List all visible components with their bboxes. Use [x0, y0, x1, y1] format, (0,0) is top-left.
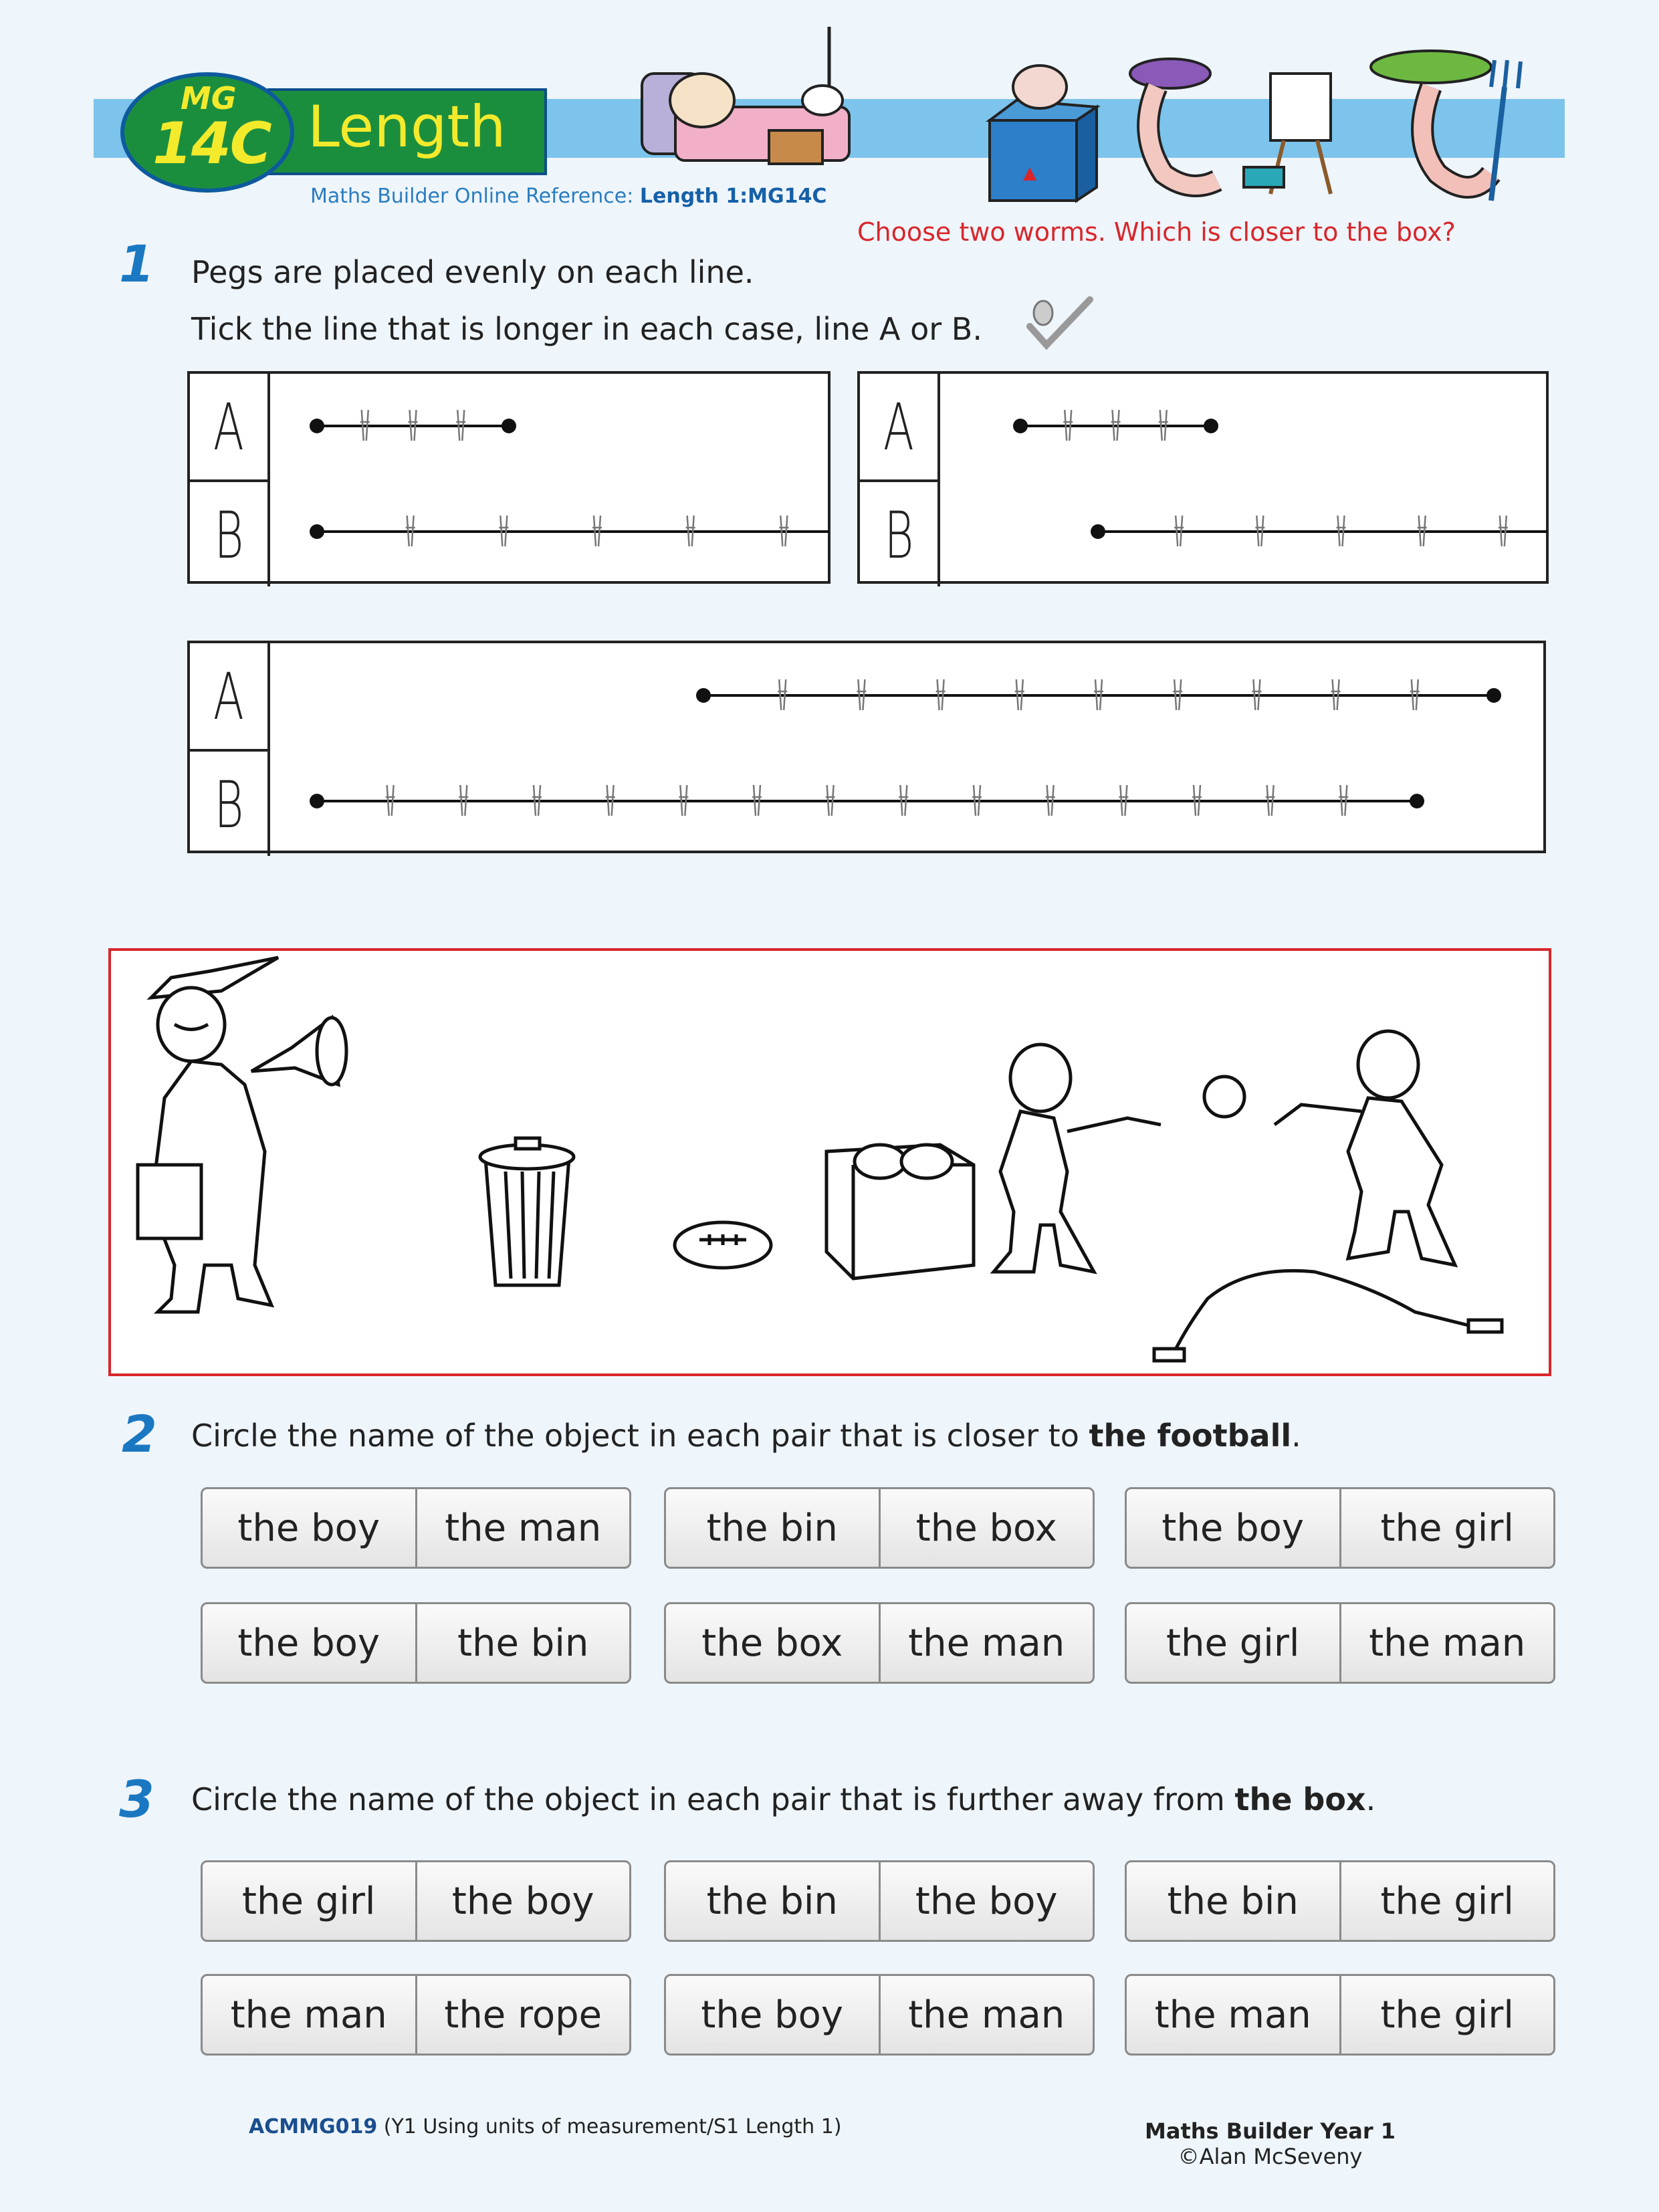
choice-option[interactable]: the boy — [203, 1489, 417, 1567]
choice-option[interactable]: the man — [1369, 1621, 1526, 1665]
girl-illustration — [1275, 1031, 1455, 1265]
choice-pair — [201, 1860, 631, 1942]
question-1-line-1: Pegs are placed evenly on each line. — [191, 254, 754, 290]
worm-in-box-illustration — [976, 60, 1110, 207]
line-end-dot — [1013, 419, 1028, 433]
choice-pair — [201, 1602, 631, 1684]
question-2-number: 2 — [122, 1404, 157, 1464]
choice-option[interactable]: the girl — [1380, 1879, 1514, 1923]
curriculum-reference: ACMMG019 (Y1 Using units of measurement/S1 Length 1) — [249, 2115, 842, 2138]
question-2-text: Circle the name of the object in each pair that is closer to the football. — [191, 1418, 1301, 1454]
choice-option[interactable]: the boy — [451, 1879, 594, 1923]
choice-option[interactable]: the bin — [457, 1621, 589, 1665]
line-end-dot — [1486, 688, 1501, 703]
badge-code: 14C — [152, 110, 271, 177]
line-end-dot — [696, 688, 711, 703]
line-b-label: B — [860, 479, 940, 586]
choice-option[interactable]: the girl — [203, 1862, 417, 1940]
ball-illustration — [1204, 1077, 1244, 1117]
choice-option[interactable]: the box — [666, 1604, 881, 1682]
worm-question: Choose two worms. Which is closer to the box? — [857, 217, 1456, 247]
question-3-text: Circle the name of the object in each pair that is further away from the box. — [191, 1781, 1376, 1817]
choice-pair — [664, 1974, 1095, 2056]
choice-option[interactable]: the man — [445, 1506, 602, 1550]
box-of-balls-illustration — [826, 1145, 974, 1279]
sick-cow-in-bed-illustration — [635, 27, 876, 174]
worm-with-fork-illustration — [1357, 47, 1545, 207]
football-illustration — [675, 1222, 771, 1268]
choice-option[interactable]: the boy — [1127, 1489, 1341, 1567]
choice-option[interactable]: the girl — [1127, 1604, 1341, 1682]
question-1-number: 1 — [119, 234, 154, 294]
line-a-label: A — [860, 374, 940, 481]
line-end-dot — [310, 794, 324, 808]
choice-option[interactable]: the box — [915, 1506, 1057, 1550]
book-credit: Maths Builder Year 1 ©Alan McSeveny — [1145, 2118, 1396, 2169]
choice-option[interactable]: the rope — [444, 1993, 602, 2037]
man-with-megaphone-illustration — [138, 958, 346, 1312]
line-end-dot — [1091, 524, 1105, 539]
choice-pair — [1125, 1487, 1555, 1569]
choice-option[interactable]: the bin — [666, 1489, 881, 1567]
choice-option[interactable]: the man — [1127, 1976, 1341, 2054]
online-reference: Maths Builder Online Reference: Length 1:MG14C — [310, 185, 827, 208]
choice-option[interactable]: the man — [908, 1993, 1065, 2037]
boy-illustration — [994, 1044, 1161, 1272]
painter-easel-illustration — [1237, 53, 1351, 201]
choice-option[interactable]: the man — [203, 1976, 417, 2054]
choice-pair — [664, 1860, 1095, 1942]
choice-option[interactable]: the bin — [666, 1862, 881, 1940]
choice-option[interactable]: the girl — [1380, 1506, 1514, 1550]
line-a-label: A — [190, 374, 270, 481]
peg-panel-2 — [857, 371, 1549, 584]
worm-with-hat-illustration — [1117, 53, 1244, 201]
question-1-line-2: Tick the line that is longer in each case, line A or B. — [191, 311, 982, 347]
line-b-label: B — [190, 479, 270, 586]
bin-illustration — [480, 1138, 574, 1285]
choice-pair — [1125, 1974, 1555, 2056]
peg-panel-1 — [187, 371, 831, 584]
choice-pair — [201, 1974, 631, 2056]
question-3-number: 3 — [119, 1769, 154, 1829]
choice-option[interactable]: the bin — [1127, 1862, 1341, 1940]
line-end-dot — [502, 419, 516, 433]
skipping-rope-illustration — [1154, 1270, 1502, 1361]
choice-option[interactable]: the man — [908, 1621, 1065, 1665]
line-a-label: A — [190, 643, 270, 750]
badge-prefix: MG — [181, 80, 237, 116]
page-title: Length — [308, 94, 506, 160]
choice-pair — [1125, 1860, 1555, 1942]
choice-pair — [664, 1487, 1095, 1569]
choice-option[interactable]: the girl — [1380, 1993, 1514, 2037]
scene-box — [108, 948, 1551, 1376]
line-end-dot — [310, 524, 324, 539]
line-end-dot — [1204, 419, 1218, 433]
peg-panel-3 — [187, 641, 1546, 853]
peg-lines — [270, 374, 829, 581]
line-end-dot — [310, 419, 324, 433]
choice-option[interactable]: the boy — [915, 1879, 1058, 1923]
peg-lines — [940, 374, 1547, 581]
choice-option[interactable]: the boy — [203, 1604, 417, 1682]
line-b-label: B — [190, 749, 270, 856]
tick-worm-icon — [1016, 293, 1097, 353]
choice-pair — [201, 1487, 631, 1569]
line-end-dot — [1410, 794, 1424, 808]
choice-option[interactable]: the boy — [666, 1976, 881, 2054]
peg-lines — [270, 643, 1545, 851]
choice-pair — [1125, 1602, 1555, 1684]
choice-pair — [664, 1602, 1095, 1684]
